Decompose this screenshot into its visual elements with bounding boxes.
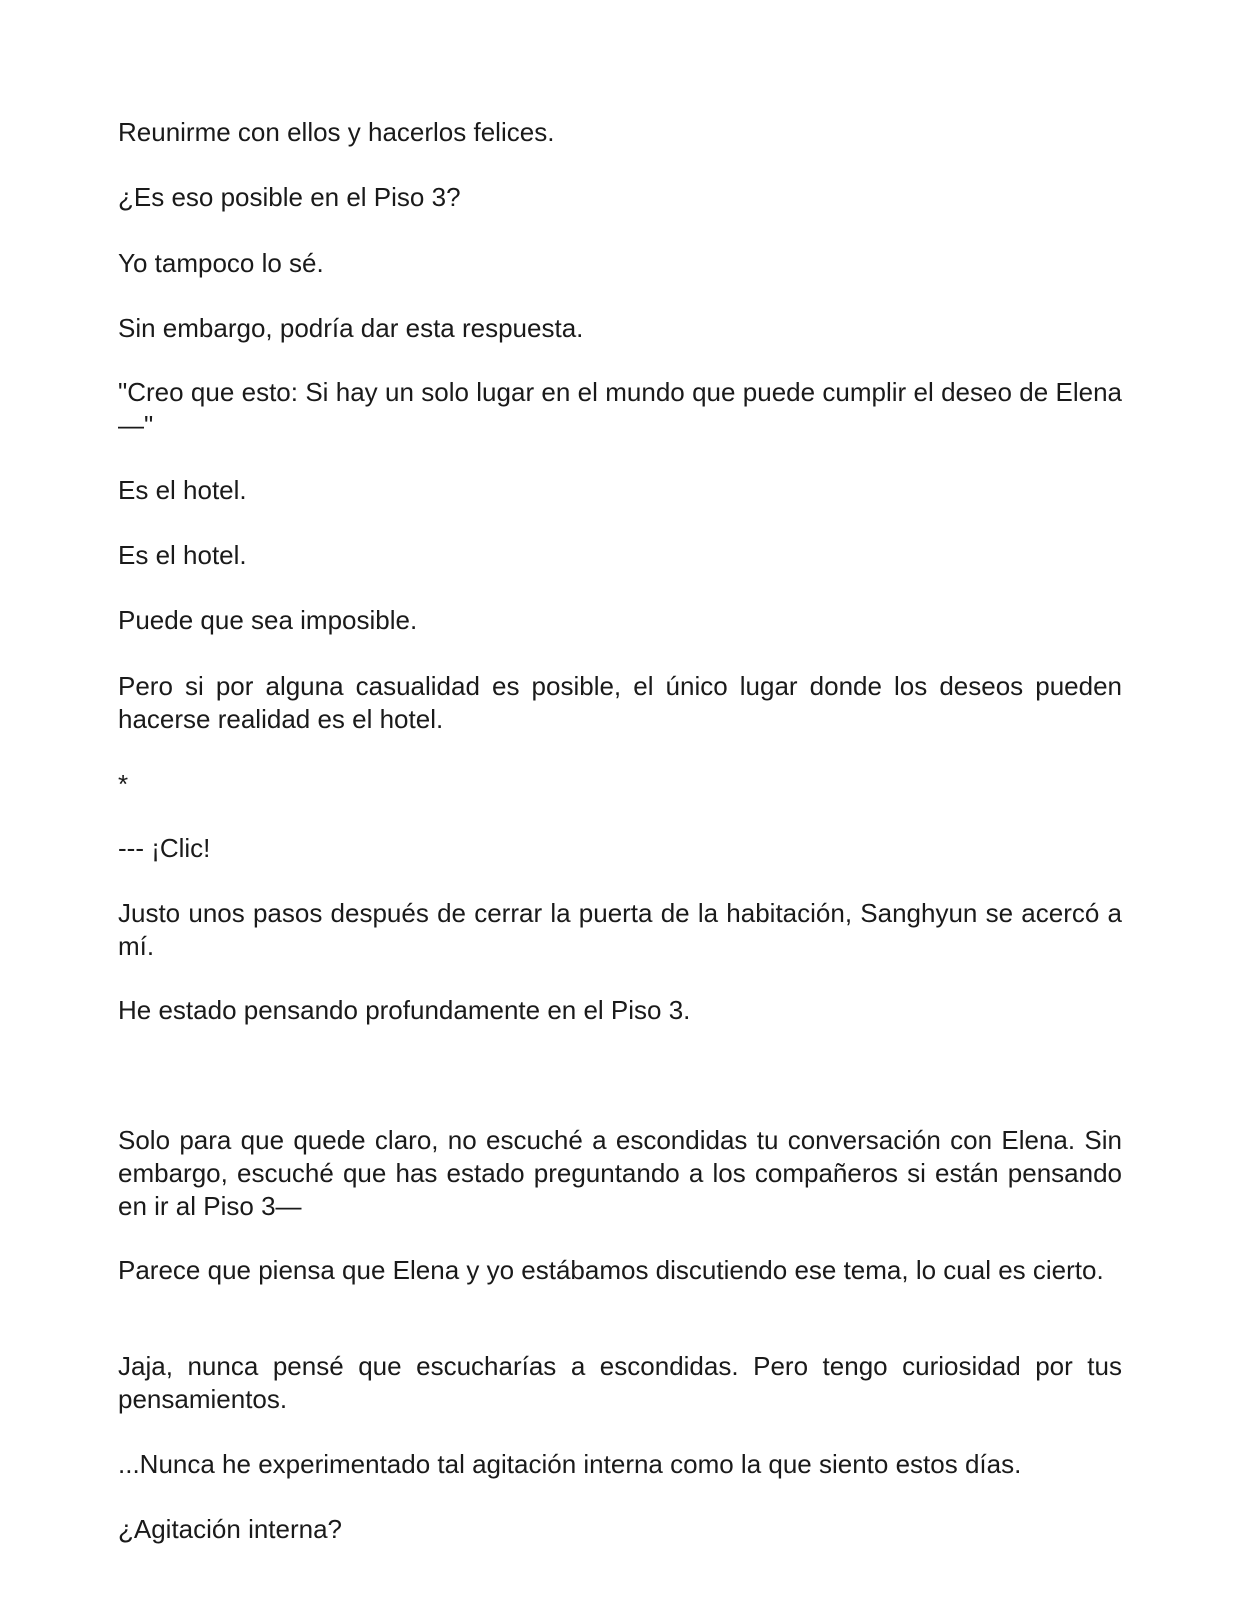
paragraph: ...Nunca he experimentado tal agitación interna como la que siento estos días. (118, 1449, 1022, 1479)
paragraph: Es el hotel. (118, 540, 247, 570)
paragraph: Justo unos pasos después de cerrar la puerta de la habitación, Sanghyun se acercó a mí. (118, 898, 1122, 961)
paragraph: --- ¡Clic! (118, 833, 211, 863)
paragraph: ¿Es eso posible en el Piso 3? (118, 182, 461, 212)
paragraph: Solo para que quede claro, no escuché a escondidas tu conversación con Elena. Sin embargo, escuché que has estado preguntando a los compañeros si están pensando en ir al Piso 3— (118, 1125, 1122, 1221)
section-separator: * (118, 769, 129, 799)
paragraph: Es el hotel. (118, 475, 247, 505)
paragraph: Reunirme con ellos y hacerlos felices. (118, 117, 555, 147)
paragraph: He estado pensando profundamente en el Piso 3. (118, 995, 691, 1025)
paragraph: Sin embargo, podría dar esta respuesta. (118, 313, 584, 343)
paragraph: Pero si por alguna casualidad es posible, el único lugar donde los deseos pueden hacerse realidad es el hotel. (118, 671, 1122, 734)
paragraph: ¿Agitación interna? (118, 1514, 343, 1544)
paragraph: "Creo que esto: Si hay un solo lugar en el mundo que puede cumplir el deseo de Elena—" (118, 377, 1122, 440)
paragraph: Puede que sea imposible. (118, 605, 418, 635)
paragraph: Jaja, nunca pensé que escucharías a escondidas. Pero tengo curiosidad por tus pensamientos. (118, 1351, 1122, 1414)
paragraph: Yo tampoco lo sé. (118, 248, 324, 278)
paragraph: Parece que piensa que Elena y yo estábamos discutiendo ese tema, lo cual es cierto. (118, 1255, 1104, 1285)
